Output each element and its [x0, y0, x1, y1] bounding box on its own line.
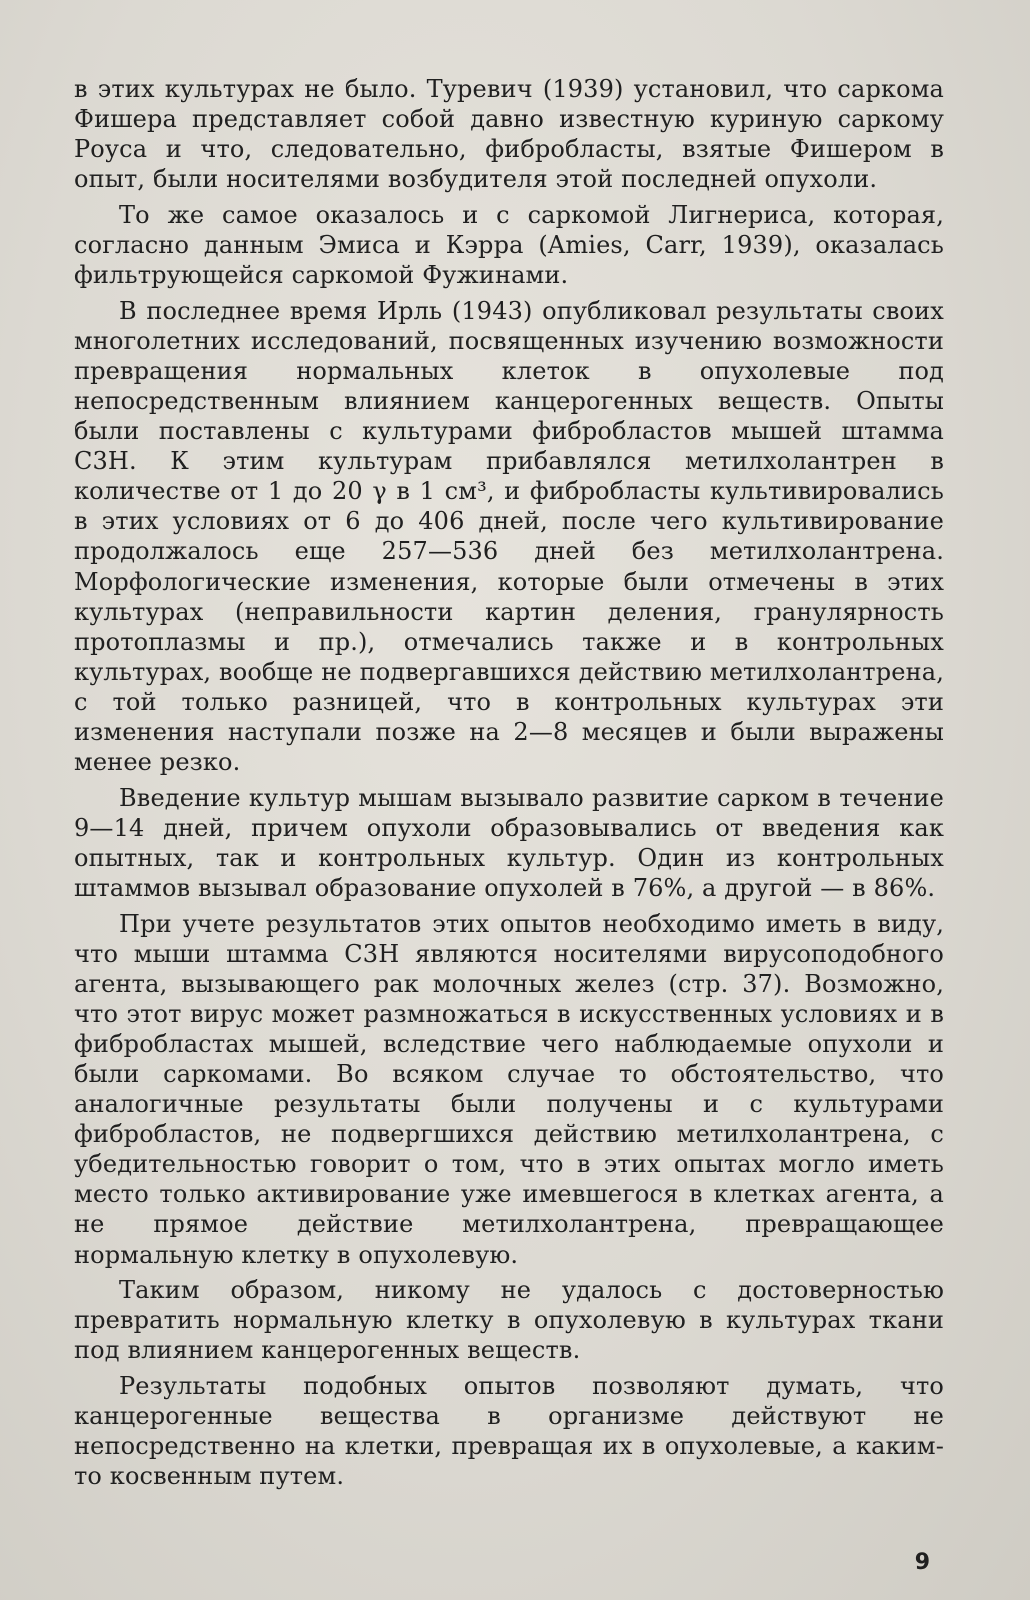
page-number: 9	[914, 1550, 930, 1575]
body-text	[74, 74, 944, 1497]
paragraph-4: Введение культур мышам вызывало развитие сарком в течение 9—14 дней, причем опухоли образовывались от введения как опытных, так и контрольных культур. Один из контрольных штаммов вызывал образование опухолей в 76%, а другой — в 86%.	[74, 783, 944, 902]
paragraph-5: При учете результатов этих опытов необходимо иметь в виду, что мыши штамма С3Н являются носителями вирусоподобного агента, вызывающего рак молочных желез (стр. 37). Возможно, что этот вирус может размножаться в искусственных условиях и в фибробластах мышей, вследствие чего наблюдаемые опухоли и были саркомами. Во всяком случае то обстоятельство, что аналогичные результаты были получены и с культурами фибробластов, не подвергшихся действию метилхолантрена, с убедительностью говорит о том, что в этих опытах могло иметь место только активирование уже имевшегося в клетках агента, а не прямое действие метилхолантрена, превращающее нормальную клетку в опухолевую.	[74, 909, 944, 1269]
paragraph-3: В последнее время Ирль (1943) опубликовал результаты своих многолетних исследований, посвященных изучению возможности превращения нормальных клеток в опухолевые под непосредственным влиянием канцерогенных веществ. Опыты были поставлены с культурами фибробластов мышей штамма С3Н. К этим культурам прибавлялся метилхолантрен в количестве от 1 до 20 γ в 1 см³, и фибробласты культивировались в этих условиях от 6 до 406 дней, после чего культивирование продолжалось еще 257—536 дней без метилхолантрена. Морфологические изменения, которые были отмечены в этих культурах (неправильности картин деления, гранулярность протоплазмы и пр.), отмечались также и в контрольных культурах, вообще не подвергавшихся действию метилхолантрена, с той только разницей, что в контрольных культурах эти изменения наступали позже на 2—8 месяцев и были выражены менее резко.	[74, 296, 944, 777]
paragraph-2: То же самое оказалось и с саркомой Лигнериса, которая, согласно данным Эмиса и Кэрра (Amies, Carr, 1939), оказалась фильтрующейся саркомой Фужинами.	[74, 200, 944, 290]
paragraph-6: Таким образом, никому не удалось с достоверностью превратить нормальную клетку в опухолевую в культурах ткани под влиянием канцерогенных веществ.	[74, 1276, 944, 1365]
paragraph-1: в этих культурах не было. Туревич (1939) установил, что саркома Фишера представляет собой давно известную куриную саркому Роуса и что, следовательно, фибробласты, взятые Фишером в опыт, были носителями возбудителя этой последней опухоли.	[74, 75, 944, 194]
paragraph-7: Результаты подобных опытов позволяют думать, что канцерогенные вещества в организме действуют не непосредственно на клетки, превращая их в опухолевые, а каким-то косвенным путем.	[74, 1371, 944, 1491]
